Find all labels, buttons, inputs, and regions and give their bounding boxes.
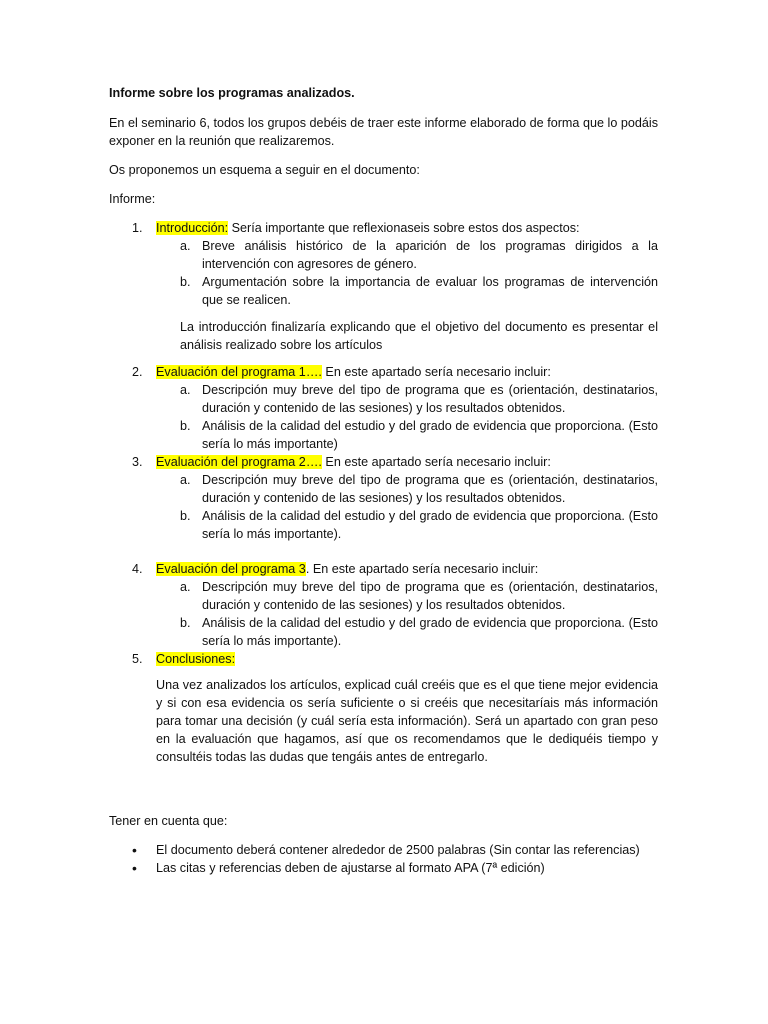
sub-letter: a. [180,383,191,397]
sub-item [156,237,658,273]
intro-paragraph: En el seminario 6, todos los grupos debéis de traer este informe elaborado de forma que lo podáis exponer en la reunión que realizaremos. [109,116,658,148]
list-number: 1. [132,221,143,235]
sub-item-text: Breve análisis histórico de la aparición de los programas dirigidos a la intervención con agresores de género. [202,239,658,271]
list-item-heading [156,363,658,381]
conclusiones-paragraph: Una vez analizados los artículos, explicad cuál creéis que es el que tiene mejor evidencia y si con esa evidencia os sería suficiente o si creéis que necesitaríais más información para tomar una decisión (y cuál sería esta información). Será un apartado con gran peso en la evaluación que hagamos, así que os recomendamos que le dediquéis tiempo y consultéis todas las dudas que tengáis antes de entregarlo. [156,678,658,764]
informe-label: Informe: [109,192,156,206]
highlighted-heading: Evaluación del programa 1…. [156,365,322,379]
sub-item [156,578,658,614]
sub-letter: b. [180,616,191,630]
list-number: 5. [132,652,143,666]
list-number: 4. [132,562,143,576]
sub-item [156,381,658,417]
sub-item [156,507,658,543]
sub-list [156,578,658,650]
sub-letter: a. [180,473,191,487]
sub-item-text: Descripción muy breve del tipo de programa que es (orientación, destinatarios, duración y contenido de las sesiones) y los resultados obtenidos. [202,383,658,415]
list-number: 3. [132,455,143,469]
sub-list [156,471,658,543]
sub-item [156,273,658,309]
spacer [109,766,658,812]
sub-item-text: Análisis de la calidad del estudio y del grado de evidencia que proporciona. (Esto sería lo más importante) [202,419,658,451]
sub-letter: b. [180,509,191,523]
list-item-heading [156,560,658,578]
list-item-programa-2 [109,453,658,543]
highlighted-heading: Introducción: [156,221,229,235]
heading-rest: Sería importante que reflexionaseis sobre estos dos aspectos: [228,221,580,235]
sub-letter: b. [180,419,191,433]
sub-item-text: Descripción muy breve del tipo de programa que es (orientación, destinatarios, duración y contenido de las sesiones) y los resultados obtenidos. [202,580,658,612]
heading-rest: En este apartado sería necesario incluir: [321,365,551,379]
bullet-item [109,859,658,877]
list-item-heading [156,453,658,471]
sub-item-text: Análisis de la calidad del estudio y del grado de evidencia que proporciona. (Esto sería lo más importante). [202,509,658,541]
sub-letter: b. [180,275,191,289]
numbered-list [109,219,658,766]
heading-rest: En este apartado sería necesario incluir: [321,455,551,469]
bullet-icon: • [132,842,137,858]
document-page [109,84,658,877]
highlighted-heading: Conclusiones: [156,652,236,666]
highlighted-heading: Evaluación del programa 2…. [156,455,322,469]
bullet-item [109,841,658,859]
bullet-text: El documento deberá contener alrededor de 2500 palabras (Sin contar las referencias) [156,843,640,857]
sub-item-text: Argumentación sobre la importancia de evaluar los programas de intervención que se realicen. [202,275,658,307]
sub-list [156,381,658,453]
list-item-introduccion [109,219,658,354]
tener-label: Tener en cuenta que: [109,814,228,828]
spacer [109,543,658,560]
list-item-heading [156,650,658,668]
list-item-programa-3 [109,560,658,650]
sub-item [156,417,658,453]
highlighted-heading: Evaluación del programa 3 [156,562,306,576]
list-item-programa-1 [109,363,658,453]
intro-note: La introducción finalizaría explicando que el objetivo del documento es presentar el análisis realizado sobre los artículos [180,320,658,352]
heading-rest: . En este apartado sería necesario incluir: [305,562,539,576]
sub-letter: a. [180,580,191,594]
list-item-conclusiones [109,650,658,766]
list-item-heading [156,219,658,237]
sub-letter: a. [180,239,191,253]
scheme-paragraph: Os proponemos un esquema a seguir en el documento: [109,163,420,177]
sub-item-text: Análisis de la calidad del estudio y del grado de evidencia que proporciona. (Esto sería lo más importante). [202,616,658,648]
sub-list [156,237,658,309]
document-title: Informe sobre los programas analizados. [109,86,355,100]
bullet-text: Las citas y referencias deben de ajustarse al formato APA (7ª edición) [156,861,545,875]
bullet-list [109,841,658,877]
sub-item [156,471,658,507]
sub-item-text: Descripción muy breve del tipo de programa que es (orientación, destinatarios, duración y contenido de las sesiones) y los resultados obtenidos. [202,473,658,505]
list-number: 2. [132,365,143,379]
bullet-icon: • [132,860,137,876]
sub-item [156,614,658,650]
